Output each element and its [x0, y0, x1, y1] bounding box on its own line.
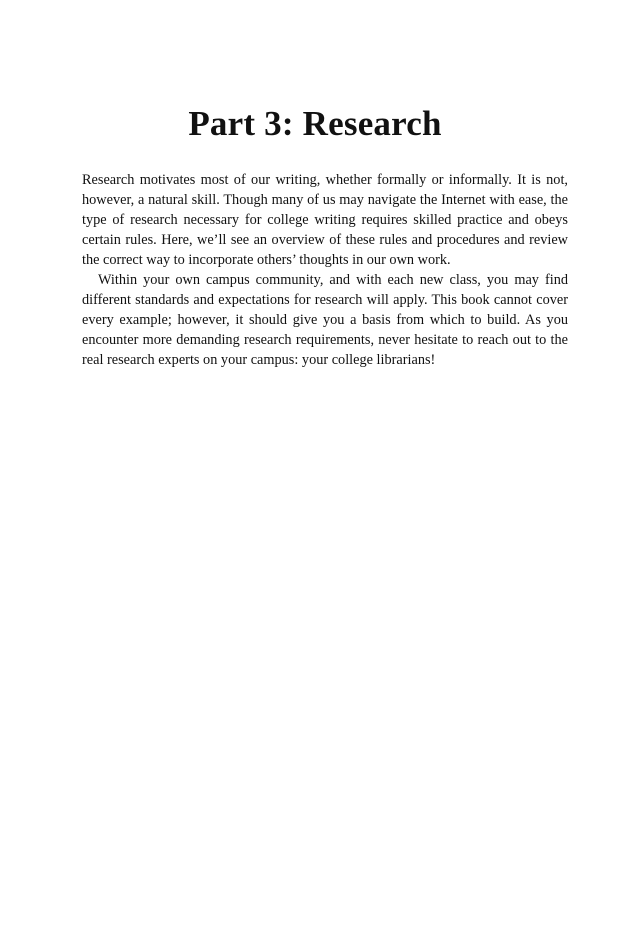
paragraph-intro: Research motivates most of our writing, whether formally or informally. It is not, however, a natural skill. Though many of us may navigate the Internet with ease, the type of research necessary for college writing requires skilled practice and obeys certain rules. Here, we’ll see an overview of these rules and procedures and review the correct way to incorporate others’ thoughts in our own work. — [82, 172, 568, 268]
body-text — [82, 170, 568, 370]
paragraph-campus: Within your own campus community, and with each new class, you may find different standards and expectations for research will apply. This book cannot cover every example; however, it should give you a basis from which to build. As you encounter more demanding research requirements, never hesitate to reach out to the real research experts on your campus: your college librarians! — [82, 272, 568, 368]
page-title: Part 3: Research — [188, 104, 442, 143]
